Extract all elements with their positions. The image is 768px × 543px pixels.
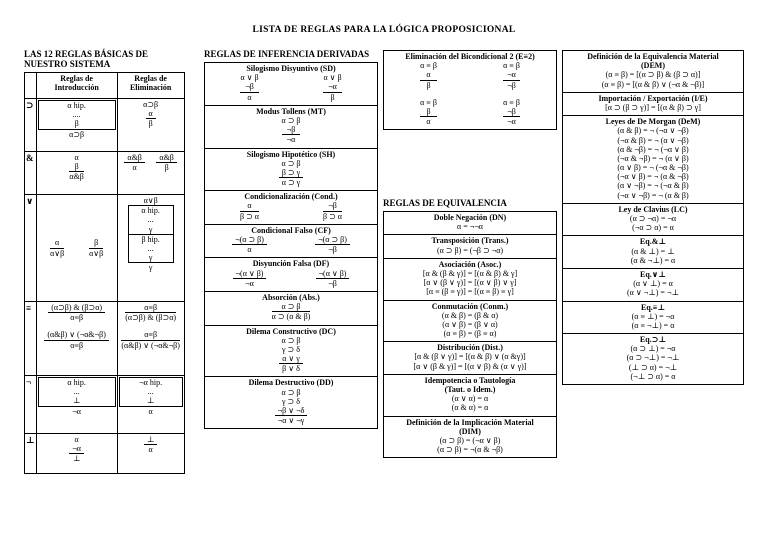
rule-ie: Importación / Exportación (I/E) [α ⊃ (β ⊃ γ)] = [(α & β) ⊃ γ]: [563, 93, 743, 116]
rule-dn: Doble Negación (DN) α = ¬¬α: [384, 212, 556, 235]
elim-cell: $\frac{\alpha\&\beta}{\alpha}$ $\frac{\alpha\&\beta}{\beta}$: [117, 152, 184, 195]
equiv-rules-heading: REGLAS DE EQUIVALENCIA: [383, 198, 507, 208]
row-symbol: ⊃: [25, 99, 37, 152]
rule-eq-imp: Eq.⊃⊥ (α ⊃ ⊥) = ¬α (α ⊃ ¬⊥) = ¬⊥ (⊥ ⊃ α) = ¬⊥ (¬⊥ ⊃ α) = α: [626, 335, 680, 381]
intro-col-header: Reglas de Introducción: [36, 73, 117, 99]
rule-demorgan: Leyes de De Morgan (DeM) (α & β) = ¬ (¬α ∨ ¬β) (¬α & β) = ¬ (α ∨ ¬β) (α & ¬β) = ¬ (¬α ∨ β) (¬α & ¬β) = ¬ (α ∨ β) (α ∨ β) = ¬ (¬α & ¬β) (¬α ∨ β) = ¬ (α & ¬β) (α ∨ ¬β) = ¬ (¬α & β) (¬α ∨ ¬β) = ¬ (α & β): [563, 116, 743, 204]
rule-eq-and: Eq.&⊥ (α & ⊥) = ⊥ (α & ¬⊥) = α: [563, 236, 743, 269]
rule-asoc: Asociación (Asoc.) [α & (β & γ)] = [(α & β) & γ] [α ∨ (β ∨ γ)] = [(α ∨ β) ∨ γ] [α ≡ (β ≡ γ)] = [(α ≡ β) ≡ γ]: [384, 259, 556, 301]
rule-dd: Dilema Destructivo (DD) α ⊃ β γ ⊃ δ ¬β ∨ ¬δ ¬α ∨ ¬γ: [248, 378, 334, 426]
row-symbol: ∨: [25, 195, 37, 302]
rule-sd: Silogismo Disyuntivo (SD) α ∨ β ¬β α α ∨ β ¬α β: [205, 63, 377, 106]
intro-cell: α hip. ... ⊥ ¬α: [36, 376, 117, 434]
rule-dem: Definición de la Equivalencia Material (DEM) (α ≡ β) = [(α ⊃ β) & (β ⊃ α)] (α ≡ β) = [(α & β) ∨ (¬α & ¬β)]: [563, 51, 743, 93]
elim-cell: $\frac{\alpha\equiv\beta}{(\alpha⊃\beta) \& (\beta⊃\alpha)}$ $\frac{\alpha\equiv\beta}{(\alpha\&\beta) \vee (\neg\alpha\&\neg\beta)}$: [117, 302, 184, 376]
derived-rules-heading: REGLAS DE INFERENCIA DERIVADAS: [204, 49, 370, 59]
derived-rules-panel: [204, 62, 378, 429]
rule-idem: Idempotencia o Tautología (Taut. o Idem.) (α ∨ α) = α (α & α) = α: [384, 375, 556, 417]
intro-cell: $\frac{(\alpha⊃\beta) \& (\beta⊃\alpha)}{\alpha\equiv\beta}$ $\frac{(\alpha\&\beta) \vee (\neg\alpha\&\neg\beta)}{\alpha\equiv\beta}$: [36, 302, 117, 376]
elim-cell: α∨β α hip. ... γ β hip. ... γ γ: [117, 195, 184, 302]
rule-cond: Condicionalización (Cond.) $\frac{\alpha}{\beta ⊃ \alpha}$ $\frac{\neg\beta}{\beta ⊃ \alpha}$: [205, 191, 377, 225]
rule-df: Disyunción Falsa (DF) $\frac{\neg(\alpha \vee \beta)}{\neg\alpha}$ $\frac{\neg(\alpha \vee \beta)}{\neg\beta}$: [205, 258, 377, 292]
elim-col-header: Reglas de Eliminación: [117, 73, 184, 99]
rule-cf: Condicional Falso (CF) $\frac{\neg(\alpha ⊃ \beta)}{\alpha}$ $\frac{\neg(\alpha ⊃ \beta)}{\neg\beta}$: [205, 225, 377, 259]
elim-cell: $\frac{\perp}{\alpha}$: [117, 434, 184, 474]
equiv-rules-panel: [383, 211, 557, 458]
basic-rules-table: [24, 72, 185, 474]
bicond-panel: Eliminación del Bicondicional 2 (E≡2) α ≡ β α β α ≡ β ¬α ¬β α ≡ β β α α ≡ β ¬β ¬α: [383, 50, 557, 130]
row-symbol: ¬: [25, 376, 37, 434]
rule-eq-bicond: Eq.≡⊥ (α ≡ ⊥) = ¬α (α ≡ ¬⊥) = α: [563, 302, 743, 335]
rule-abs: Absorción (Abs.) $\frac{\alpha ⊃ \beta}{\alpha ⊃ (\alpha \& \beta)}$: [205, 292, 377, 326]
row-symbol: ⊥: [25, 434, 37, 474]
rule-dc: Dilema Constructivo (DC) α ⊃ β γ ⊃ δ α ∨ γ β ∨ δ: [205, 326, 377, 378]
elim-cell: α⊃β $\frac{\alpha}{\beta}$: [117, 99, 184, 152]
intro-cell: $\frac{\alpha}{\alpha\vee\beta}$ $\frac{\beta}{\alpha\vee\beta}$: [36, 195, 117, 302]
right-rules-panel: [562, 50, 744, 385]
rule-conm: Conmutación (Conm.) (α & β) = (β & α) (α ∨ β) = (β ∨ α) (α ≡ β) = (β ≡ α): [384, 301, 556, 343]
rule-eq-or: Eq.∨⊥ (α ∨ ⊥) = α (α ∨ ¬⊥) = ¬⊥: [563, 269, 743, 302]
elim-cell: ¬α hip. ... ⊥ α: [117, 376, 184, 434]
intro-cell: α hip. .... β α⊃β: [36, 99, 117, 152]
intro-cell: α $\frac{\beta}{\alpha\&\beta}$: [36, 152, 117, 195]
rule-trans: Transposición (Trans.) (α ⊃ β) = (¬β ⊃ ¬α): [384, 235, 556, 258]
basic-rules-heading: LAS 12 REGLAS BÁSICAS DE NUESTRO SISTEMA: [24, 49, 149, 69]
rule-sh: Silogismo Hipotético (SH) α ⊃ β β ⊃ γ α ⊃ γ: [205, 149, 377, 192]
rule-dim: Definición de la Implicación Material (DIM) (α ⊃ β) = (¬α ∨ β) (α ⊃ β) = ¬(α & ¬β): [406, 417, 534, 455]
rule-mt: Modus Tollens (MT) α ⊃ β ¬β ¬α: [205, 106, 377, 149]
rule-lc: Ley de Clavius (LC) (α ⊃ ¬α) = ¬α (¬α ⊃ α) = α: [563, 204, 743, 237]
row-symbol: &: [25, 152, 37, 195]
bicond-name: Eliminación del Bicondicional 2 (E≡2): [405, 52, 535, 61]
rule-dist: Distribución (Dist.) [α & (β ∨ γ)] = [(α & β) ∨ (α &γ)] [α ∨ (β & γ)] = [(α ∨ β) & (α ∨ γ)]: [384, 342, 556, 375]
row-symbol: ≡: [25, 302, 37, 376]
page-title: LISTA DE REGLAS PARA LA LÓGICA PROPOSICIONAL: [252, 25, 516, 35]
intro-cell: α $\frac{\neg\alpha}{\perp}$: [36, 434, 117, 474]
